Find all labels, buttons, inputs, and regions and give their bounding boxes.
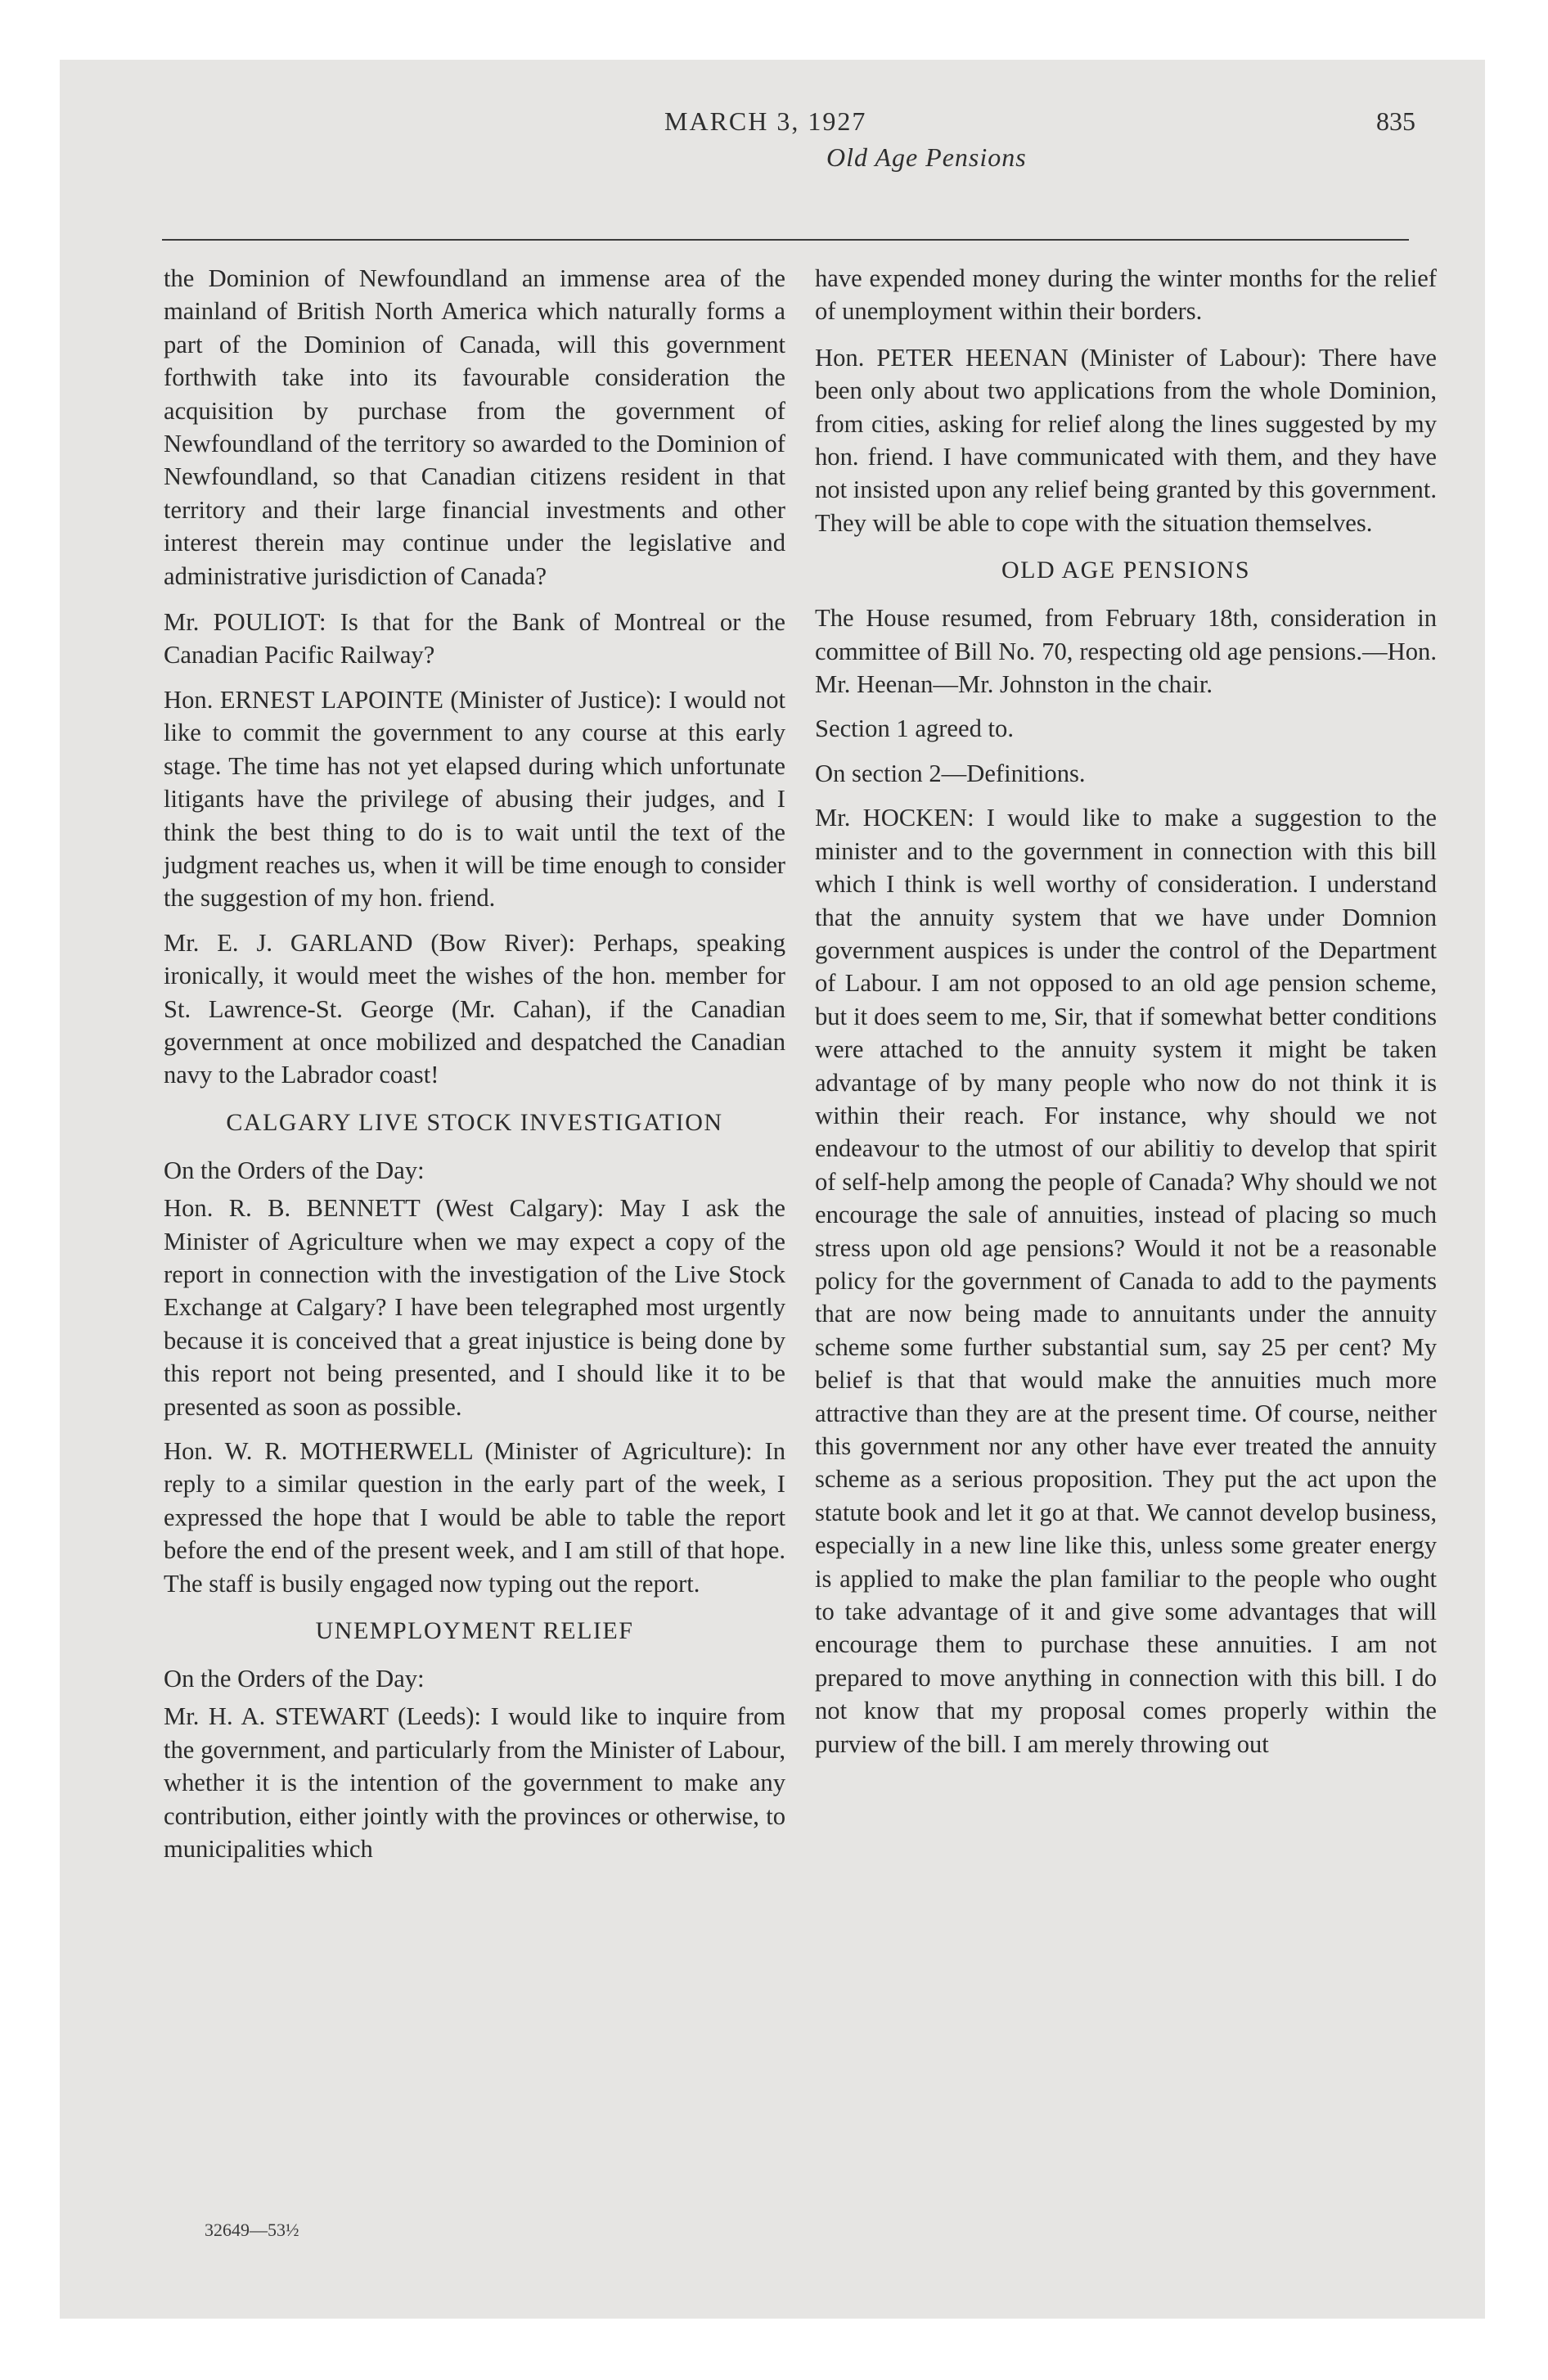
paragraph: Mr. POULIOT: Is that for the Bank of Montreal or the Canadian Pacific Railway? bbox=[164, 608, 785, 669]
paragraph: Hon. R. B. BENNETT (West Calgary): May I ask the Minister of Agriculture when we may expect a copy of the report in connection with the investigation of the Live Stock Exchange at Calgary? I have been telegraphed most urgently because it is conceived that a great injustice is being done by this report not being presented, and I should like it to be presented as soon as possible. bbox=[164, 1194, 785, 1421]
paragraph: Mr. HOCKEN: I would like to make a suggestion to the minister and to the government in connection with this bill which I think is well worthy of consideration. I understand that the annuity system that we have under Domnion government auspices is under the control of the Department of Labour. I am not opposed to an old age pension scheme, but it does seem to me, Sir, that if somewhat better conditions were attached to the annuity system it might be taken advantage of by many people who now do not think it is within their reach. For instance, why should we not endeavour to the utmost of our abilitiy to develop that spirit of self-help among the people of Canada? Why should we not encourage the sale of annuities, instead of placing so much stress upon old age pensions? Would it not be a reasonable policy for the government of Canada to add to the payments that are now being made to annuitants under the annuity scheme some further substantial sum, say 25 per cent? My belief is that that would make the annuities much more attractive than they are at the present time. Of course, neither this government nor any other have ever treated the annuity scheme as a serious proposition. They put the act upon the statute book and let it go at that. We cannot develop business, especially in a new line like this, unless some greater energy is applied to make the plan familiar to the people who ought to take advantage of it and give some advantages that will encourage them to purchase these annuities. I am not prepared to move anything in connection with this bill. I do not know that my proposal comes properly within the purview of the bill. I am merely throwing out bbox=[815, 804, 1437, 1758]
paragraph: have expended money during the winter months for the relief of unemployment within their borders. bbox=[815, 264, 1437, 326]
paragraph: Hon. PETER HEENAN (Minister of Labour): There have been only about two applications from the whole Dominion, from cities, asking for relief along the lines suggested by my hon. friend. I have communicated with them, and they have not insisted upon any relief being granted by this government. They will be able to cope with the situation themselves. bbox=[815, 343, 1437, 537]
paragraph: On the Orders of the Day: bbox=[164, 1156, 425, 1184]
printer-mark: 32649—53½ bbox=[205, 2220, 299, 2240]
paragraph: Mr. H. A. STEWART (Leeds): I would like to inquire from the government, and particularly from the Minister of Labour, whether it is the intention of the government to make any contribution, either jointly with the provinces or otherwise, to municipalities which bbox=[164, 1702, 785, 1864]
paragraph: Mr. E. J. GARLAND (Bow River): Perhaps, speaking ironically, it would meet the wishes of the hon. member for St. Lawrence-St. George (Mr. Cahan), if the Canadian government at once mobilized and despatched the Canadian navy to the Labrador coast! bbox=[164, 928, 785, 1089]
section-heading: UNEMPLOYMENT RELIEF bbox=[315, 1617, 634, 1645]
paragraph: the Dominion of Newfoundland an immense area of the mainland of British North America which naturally forms a part of the Dominion of Canada, will this government forthwith take into its favourable consideration the acquisition by purchase from the government of Newfoundland of the territory so awarded to the Dominion of Newfoundland, so that Canadian citizens resident in that territory and their large financial investments and other interest therein may continue under the legislative and administrative jurisdiction of Canada? bbox=[164, 264, 785, 590]
paragraph: On the Orders of the Day: bbox=[164, 1665, 425, 1693]
header-date: MARCH 3, 1927 bbox=[664, 106, 867, 136]
header-section-title: Old Age Pensions bbox=[826, 142, 1027, 172]
running-head bbox=[164, 106, 1415, 172]
paragraph: Hon. ERNEST LAPOINTE (Minister of Justice): I would not like to commit the government to any course at this early stage. The time has not yet elapsed during which unfortunate litigants have the privilege of abusing their judges, and I think the best thing to do is to wait until the text of the judgment reaches us, when it will be time enough to consider the suggestion of my hon. friend. bbox=[164, 685, 785, 913]
left-column bbox=[164, 262, 785, 1877]
section-heading: CALGARY LIVE STOCK INVESTIGATION bbox=[226, 1108, 723, 1136]
paragraph: On section 2—Definitions. bbox=[815, 759, 1086, 787]
right-column bbox=[815, 262, 1437, 1772]
paragraph: The House resumed, from February 18th, consideration in committee of Bill No. 70, respecting old age pensions.—Hon. Mr. Heenan—Mr. Johnston in the chair. bbox=[815, 604, 1437, 699]
header-rule bbox=[162, 239, 1409, 241]
section-heading: OLD AGE PENSIONS bbox=[1001, 557, 1251, 584]
paragraph: Section 1 agreed to. bbox=[815, 714, 1014, 743]
paragraph: Hon. W. R. MOTHERWELL (Minister of Agriculture): In reply to a similar question in the early part of the week, I expressed the hope that I would be able to table the report before the end of the present week, and I am still of that hope. The staff is busily engaged now typing out the report. bbox=[164, 1437, 785, 1598]
page-number: 835 bbox=[1376, 106, 1415, 136]
